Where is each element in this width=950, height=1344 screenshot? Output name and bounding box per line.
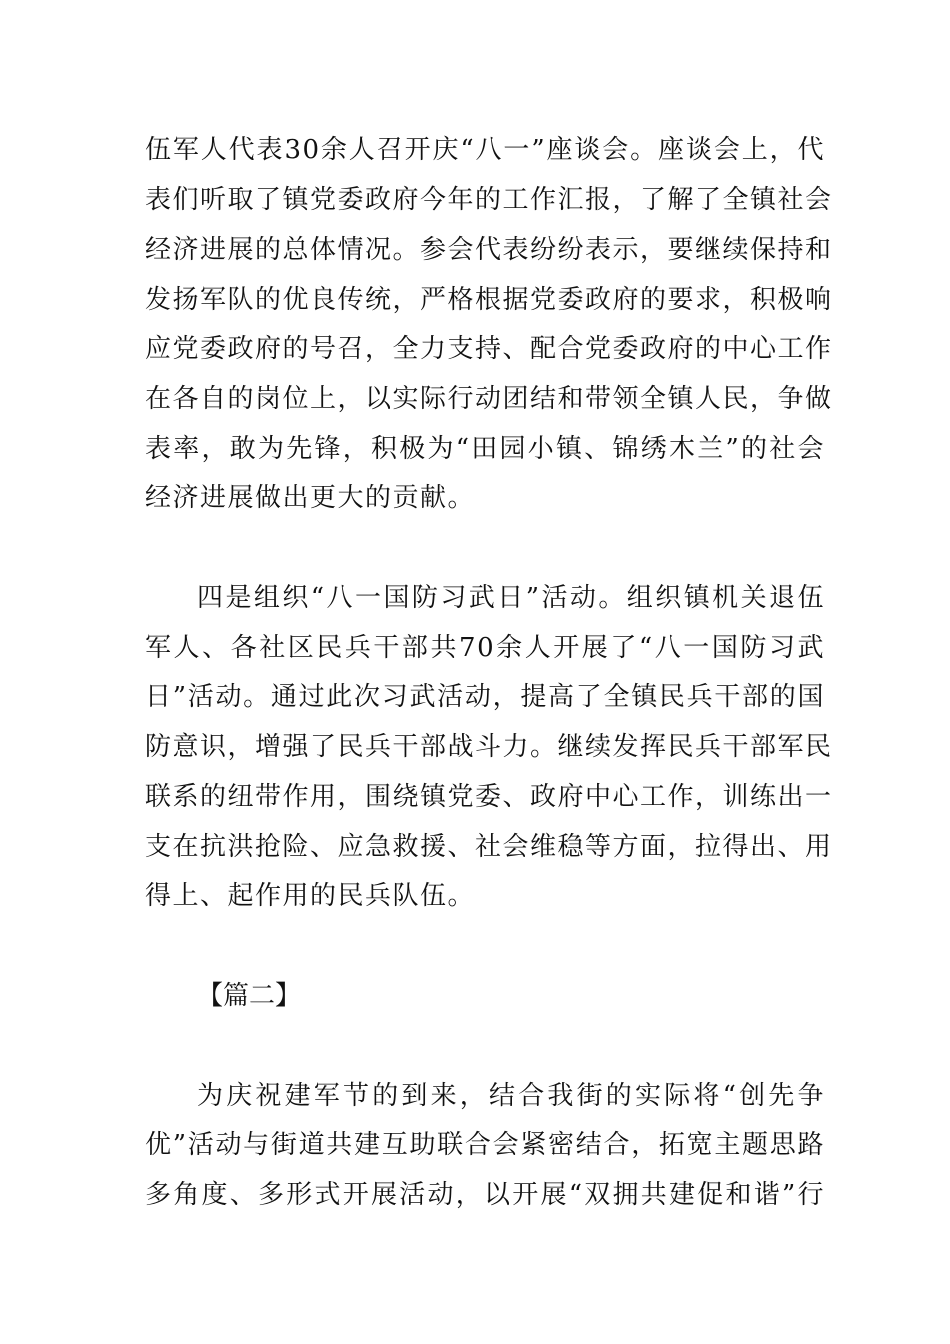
text-line: 表们听取了镇党委政府今年的工作汇报，了解了全镇社会 — [145, 185, 833, 215]
text-line: 应党委政府的号召，全力支持、配合党委政府的中心工作 — [145, 334, 833, 364]
text-line: 得上、起作用的民兵队伍。 — [145, 881, 476, 911]
text-line: 经济进展的总体情况。参会代表纷纷表示，要继续保持和 — [145, 235, 833, 265]
text-line: 伍军人代表30余人召开庆“八一”座谈会。座谈会上，代 — [145, 135, 825, 165]
text-line: 在各自的岗位上，以实际行动团结和带领全镇人民，争做 — [145, 384, 833, 414]
text-line: 经济进展做出更大的贡献。 — [145, 483, 476, 513]
text-line: 多角度、多形式开展活动，以开展“双拥共建促和谐”行 — [145, 1180, 825, 1210]
text-line: 为庆祝建军节的到来，结合我街的实际将“创先争 — [197, 1081, 825, 1111]
text-line: 军人、各社区民兵干部共70余人开展了“八一国防习武 — [145, 633, 825, 663]
text-line: 表率，敢为先锋，积极为“田园小镇、锦绣木兰”的社会 — [145, 434, 825, 464]
text-line: 支在抗洪抢险、应急救援、社会维稳等方面，拉得出、用 — [145, 832, 833, 862]
section-heading: 【篇二】 — [197, 981, 302, 1011]
text-line: 联系的纽带作用，围绕镇党委、政府中心工作，训练出一 — [145, 782, 833, 812]
text-line: 优”活动与街道共建互助联合会紧密结合，拓宽主题思路 — [145, 1130, 825, 1160]
text-line: 日”活动。通过此次习武活动，提高了全镇民兵干部的国 — [145, 682, 825, 712]
text-line: 发扬军队的优良传统，严格根据党委政府的要求，积极响 — [145, 285, 833, 315]
text-line: 防意识，增强了民兵干部战斗力。继续发挥民兵干部军民 — [145, 732, 833, 762]
text-line: 四是组织“八一国防习武日”活动。组织镇机关退伍 — [197, 583, 825, 613]
